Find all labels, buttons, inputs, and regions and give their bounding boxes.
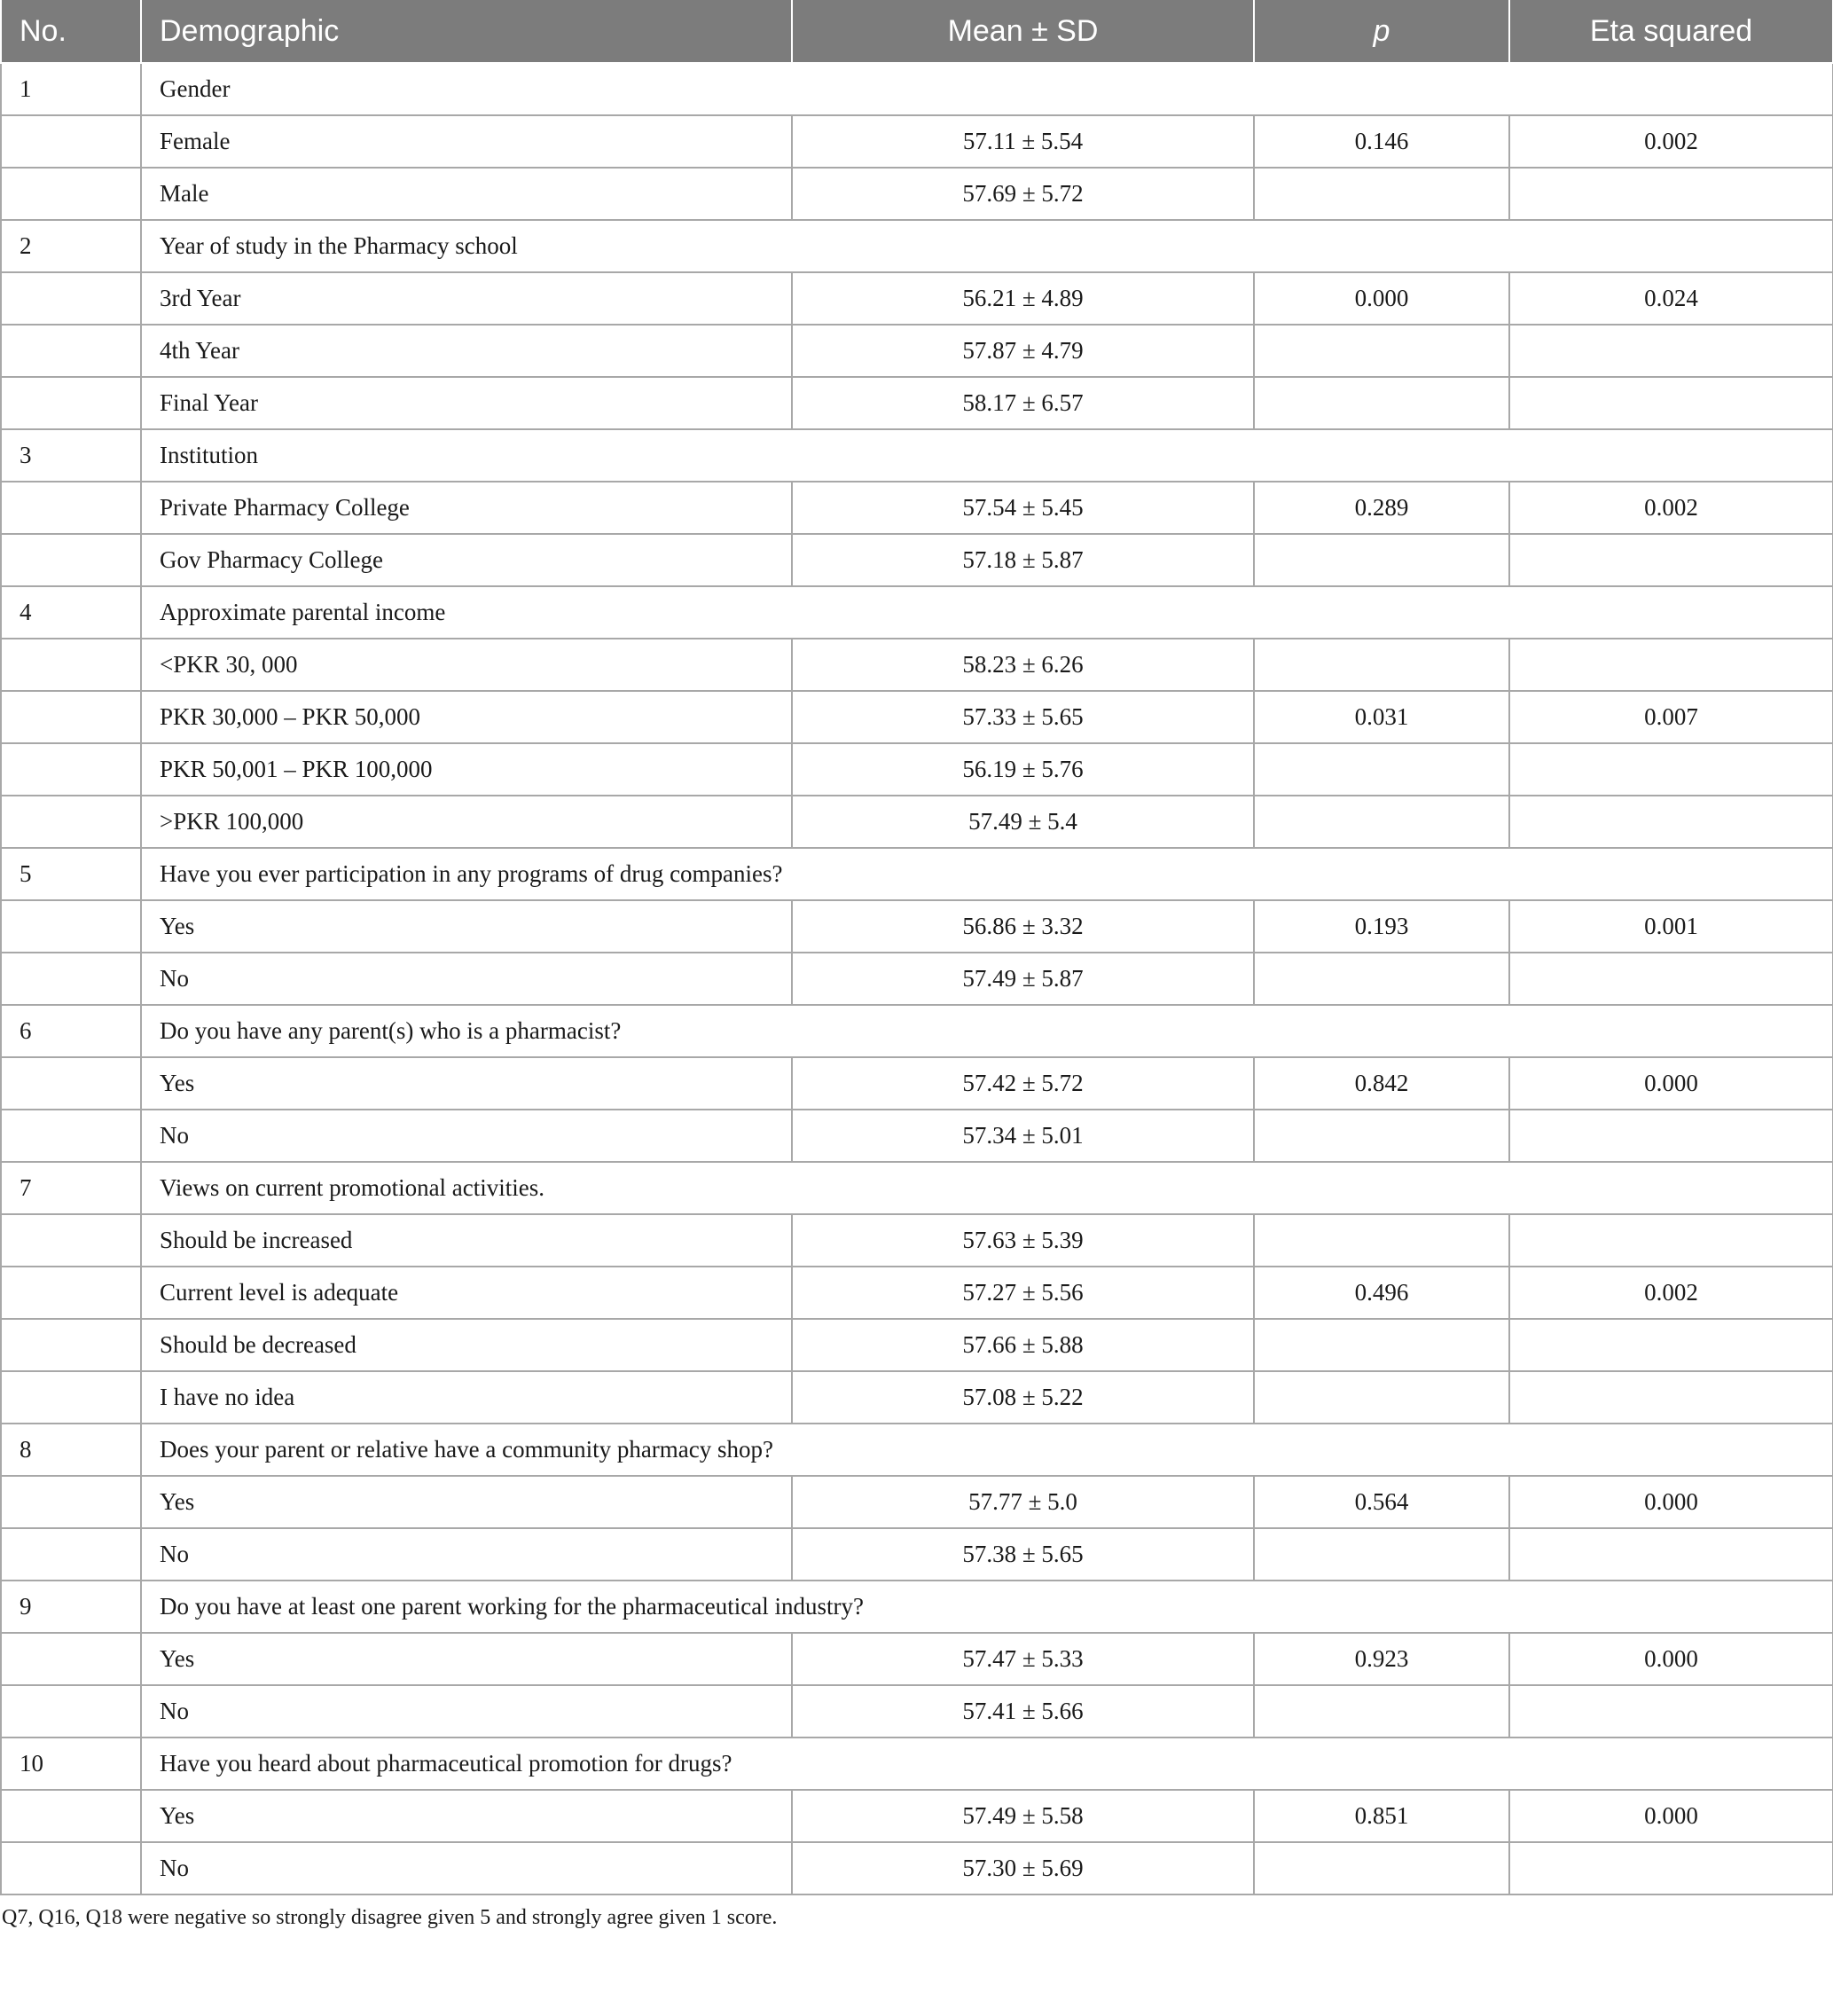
row-eta-squared: 0.000 xyxy=(1509,1057,1833,1110)
table-row xyxy=(1,1476,1833,1528)
table-row xyxy=(1,1110,1833,1162)
row-number-cell xyxy=(1,482,141,534)
row-label: Male xyxy=(141,168,792,220)
row-label: Yes xyxy=(141,1633,792,1685)
group-title: Do you have any parent(s) who is a pharmacist? xyxy=(141,1005,1833,1057)
group-title: Have you heard about pharmaceutical promotion for drugs? xyxy=(141,1738,1833,1790)
row-number-cell xyxy=(1,1685,141,1738)
table-row xyxy=(1,1057,1833,1110)
group-number: 4 xyxy=(1,586,141,639)
row-mean-sd: 58.23 ± 6.26 xyxy=(792,639,1254,691)
row-eta-squared xyxy=(1509,1528,1833,1581)
table-row xyxy=(1,900,1833,953)
row-eta-squared xyxy=(1509,325,1833,377)
header-no: No. xyxy=(1,0,141,63)
row-mean-sd: 57.30 ± 5.69 xyxy=(792,1842,1254,1894)
group-row xyxy=(1,1738,1833,1790)
row-eta-squared: 0.000 xyxy=(1509,1790,1833,1842)
header-p-value: p xyxy=(1254,0,1509,63)
row-label: No xyxy=(141,1110,792,1162)
row-p-value xyxy=(1254,1842,1509,1894)
row-label: >PKR 100,000 xyxy=(141,796,792,848)
table-row xyxy=(1,953,1833,1005)
group-row xyxy=(1,1424,1833,1476)
row-eta-squared: 0.007 xyxy=(1509,691,1833,743)
row-mean-sd: 57.27 ± 5.56 xyxy=(792,1267,1254,1319)
row-number-cell xyxy=(1,900,141,953)
row-eta-squared: 0.002 xyxy=(1509,115,1833,168)
row-number-cell xyxy=(1,1371,141,1424)
row-eta-squared xyxy=(1509,1685,1833,1738)
table-row xyxy=(1,1267,1833,1319)
row-number-cell xyxy=(1,1476,141,1528)
row-label: 4th Year xyxy=(141,325,792,377)
row-mean-sd: 58.17 ± 6.57 xyxy=(792,377,1254,429)
row-p-value: 0.289 xyxy=(1254,482,1509,534)
row-label: Should be decreased xyxy=(141,1319,792,1371)
table-row xyxy=(1,639,1833,691)
group-title: Have you ever participation in any programs of drug companies? xyxy=(141,848,1833,900)
row-number-cell xyxy=(1,1267,141,1319)
row-p-value xyxy=(1254,796,1509,848)
table-row xyxy=(1,691,1833,743)
row-mean-sd: 57.87 ± 4.79 xyxy=(792,325,1254,377)
row-mean-sd: 57.08 ± 5.22 xyxy=(792,1371,1254,1424)
row-eta-squared: 0.000 xyxy=(1509,1476,1833,1528)
row-eta-squared xyxy=(1509,1110,1833,1162)
group-number: 9 xyxy=(1,1581,141,1633)
table-row xyxy=(1,272,1833,325)
row-eta-squared xyxy=(1509,1319,1833,1371)
row-label: Current level is adequate xyxy=(141,1267,792,1319)
table-row xyxy=(1,1528,1833,1581)
row-eta-squared xyxy=(1509,168,1833,220)
table-row xyxy=(1,1633,1833,1685)
row-eta-squared xyxy=(1509,377,1833,429)
header-eta-squared: Eta squared xyxy=(1509,0,1833,63)
row-label: No xyxy=(141,1528,792,1581)
group-row xyxy=(1,1162,1833,1214)
row-mean-sd: 57.33 ± 5.65 xyxy=(792,691,1254,743)
group-row xyxy=(1,429,1833,482)
row-mean-sd: 57.66 ± 5.88 xyxy=(792,1319,1254,1371)
row-p-value xyxy=(1254,743,1509,796)
table-row xyxy=(1,1842,1833,1894)
row-p-value: 0.193 xyxy=(1254,900,1509,953)
group-row xyxy=(1,1005,1833,1057)
table-body xyxy=(1,63,1833,1894)
row-number-cell xyxy=(1,1528,141,1581)
row-label: No xyxy=(141,953,792,1005)
row-mean-sd: 57.49 ± 5.58 xyxy=(792,1790,1254,1842)
header-row xyxy=(1,0,1833,63)
table-row xyxy=(1,1319,1833,1371)
row-mean-sd: 57.41 ± 5.66 xyxy=(792,1685,1254,1738)
row-p-value xyxy=(1254,1685,1509,1738)
row-p-value xyxy=(1254,1528,1509,1581)
group-title: Gender xyxy=(141,63,1833,115)
row-p-value xyxy=(1254,639,1509,691)
row-mean-sd: 57.18 ± 5.87 xyxy=(792,534,1254,586)
table-row xyxy=(1,115,1833,168)
row-number-cell xyxy=(1,1110,141,1162)
row-eta-squared: 0.002 xyxy=(1509,1267,1833,1319)
row-p-value xyxy=(1254,168,1509,220)
row-label: Private Pharmacy College xyxy=(141,482,792,534)
row-mean-sd: 57.42 ± 5.72 xyxy=(792,1057,1254,1110)
row-p-value xyxy=(1254,377,1509,429)
row-eta-squared: 0.024 xyxy=(1509,272,1833,325)
row-eta-squared: 0.000 xyxy=(1509,1633,1833,1685)
row-mean-sd: 56.86 ± 3.32 xyxy=(792,900,1254,953)
group-number: 1 xyxy=(1,63,141,115)
group-number: 8 xyxy=(1,1424,141,1476)
row-label: <PKR 30, 000 xyxy=(141,639,792,691)
group-title: Does your parent or relative have a community pharmacy shop? xyxy=(141,1424,1833,1476)
row-number-cell xyxy=(1,534,141,586)
row-p-value xyxy=(1254,534,1509,586)
group-row xyxy=(1,1581,1833,1633)
row-mean-sd: 57.49 ± 5.4 xyxy=(792,796,1254,848)
group-row xyxy=(1,63,1833,115)
table-row xyxy=(1,534,1833,586)
row-label: No xyxy=(141,1685,792,1738)
header-demographic: Demographic xyxy=(141,0,792,63)
row-eta-squared xyxy=(1509,1842,1833,1894)
row-label: Female xyxy=(141,115,792,168)
row-number-cell xyxy=(1,115,141,168)
group-number: 5 xyxy=(1,848,141,900)
row-label: Yes xyxy=(141,1057,792,1110)
table-row xyxy=(1,325,1833,377)
table-row xyxy=(1,1214,1833,1267)
row-label: I have no idea xyxy=(141,1371,792,1424)
group-number: 6 xyxy=(1,1005,141,1057)
row-mean-sd: 57.54 ± 5.45 xyxy=(792,482,1254,534)
row-label: PKR 50,001 – PKR 100,000 xyxy=(141,743,792,796)
row-p-value xyxy=(1254,325,1509,377)
row-number-cell xyxy=(1,796,141,848)
row-eta-squared xyxy=(1509,1214,1833,1267)
group-title: Institution xyxy=(141,429,1833,482)
row-p-value xyxy=(1254,1214,1509,1267)
row-label: PKR 30,000 – PKR 50,000 xyxy=(141,691,792,743)
row-label: Yes xyxy=(141,900,792,953)
row-number-cell xyxy=(1,639,141,691)
row-eta-squared xyxy=(1509,743,1833,796)
row-number-cell xyxy=(1,953,141,1005)
row-p-value: 0.564 xyxy=(1254,1476,1509,1528)
row-p-value xyxy=(1254,1110,1509,1162)
table-header xyxy=(1,0,1833,63)
group-number: 7 xyxy=(1,1162,141,1214)
row-mean-sd: 57.34 ± 5.01 xyxy=(792,1110,1254,1162)
row-number-cell xyxy=(1,377,141,429)
row-number-cell xyxy=(1,168,141,220)
row-mean-sd: 56.19 ± 5.76 xyxy=(792,743,1254,796)
row-p-value: 0.000 xyxy=(1254,272,1509,325)
table-row xyxy=(1,796,1833,848)
group-number: 3 xyxy=(1,429,141,482)
row-mean-sd: 57.49 ± 5.87 xyxy=(792,953,1254,1005)
row-eta-squared: 0.001 xyxy=(1509,900,1833,953)
header-mean-sd: Mean ± SD xyxy=(792,0,1254,63)
group-row xyxy=(1,848,1833,900)
group-number: 2 xyxy=(1,220,141,272)
group-title: Approximate parental income xyxy=(141,586,1833,639)
table-row xyxy=(1,1685,1833,1738)
row-number-cell xyxy=(1,1842,141,1894)
row-eta-squared xyxy=(1509,953,1833,1005)
group-number: 10 xyxy=(1,1738,141,1790)
row-number-cell xyxy=(1,691,141,743)
group-title: Do you have at least one parent working for the pharmaceutical industry? xyxy=(141,1581,1833,1633)
group-title: Year of study in the Pharmacy school xyxy=(141,220,1833,272)
row-p-value: 0.842 xyxy=(1254,1057,1509,1110)
row-p-value xyxy=(1254,1319,1509,1371)
row-number-cell xyxy=(1,1214,141,1267)
row-eta-squared xyxy=(1509,534,1833,586)
row-p-value: 0.146 xyxy=(1254,115,1509,168)
row-mean-sd: 57.63 ± 5.39 xyxy=(792,1214,1254,1267)
row-mean-sd: 57.77 ± 5.0 xyxy=(792,1476,1254,1528)
row-label: No xyxy=(141,1842,792,1894)
row-eta-squared: 0.002 xyxy=(1509,482,1833,534)
table-row xyxy=(1,743,1833,796)
table-row xyxy=(1,377,1833,429)
row-number-cell xyxy=(1,1057,141,1110)
row-p-value: 0.496 xyxy=(1254,1267,1509,1319)
row-number-cell xyxy=(1,743,141,796)
row-label: Yes xyxy=(141,1790,792,1842)
row-mean-sd: 57.11 ± 5.54 xyxy=(792,115,1254,168)
row-eta-squared xyxy=(1509,639,1833,691)
row-mean-sd: 57.69 ± 5.72 xyxy=(792,168,1254,220)
group-row xyxy=(1,220,1833,272)
row-label: 3rd Year xyxy=(141,272,792,325)
row-p-value: 0.031 xyxy=(1254,691,1509,743)
table-row xyxy=(1,482,1833,534)
row-label: Final Year xyxy=(141,377,792,429)
table-row xyxy=(1,1790,1833,1842)
row-number-cell xyxy=(1,1790,141,1842)
group-title: Views on current promotional activities. xyxy=(141,1162,1833,1214)
row-mean-sd: 57.47 ± 5.33 xyxy=(792,1633,1254,1685)
row-label: Yes xyxy=(141,1476,792,1528)
table-footnote: Q7, Q16, Q18 were negative so strongly disagree given 5 and strongly agree given 1 score. xyxy=(2,1906,778,1929)
row-p-value: 0.851 xyxy=(1254,1790,1509,1842)
row-mean-sd: 57.38 ± 5.65 xyxy=(792,1528,1254,1581)
row-p-value xyxy=(1254,953,1509,1005)
row-p-value: 0.923 xyxy=(1254,1633,1509,1685)
row-label: Gov Pharmacy College xyxy=(141,534,792,586)
row-eta-squared xyxy=(1509,796,1833,848)
row-p-value xyxy=(1254,1371,1509,1424)
row-eta-squared xyxy=(1509,1371,1833,1424)
table-row xyxy=(1,168,1833,220)
table-row xyxy=(1,1371,1833,1424)
row-number-cell xyxy=(1,1319,141,1371)
group-row xyxy=(1,586,1833,639)
row-number-cell xyxy=(1,1633,141,1685)
row-label: Should be increased xyxy=(141,1214,792,1267)
row-mean-sd: 56.21 ± 4.89 xyxy=(792,272,1254,325)
row-number-cell xyxy=(1,272,141,325)
row-number-cell xyxy=(1,325,141,377)
